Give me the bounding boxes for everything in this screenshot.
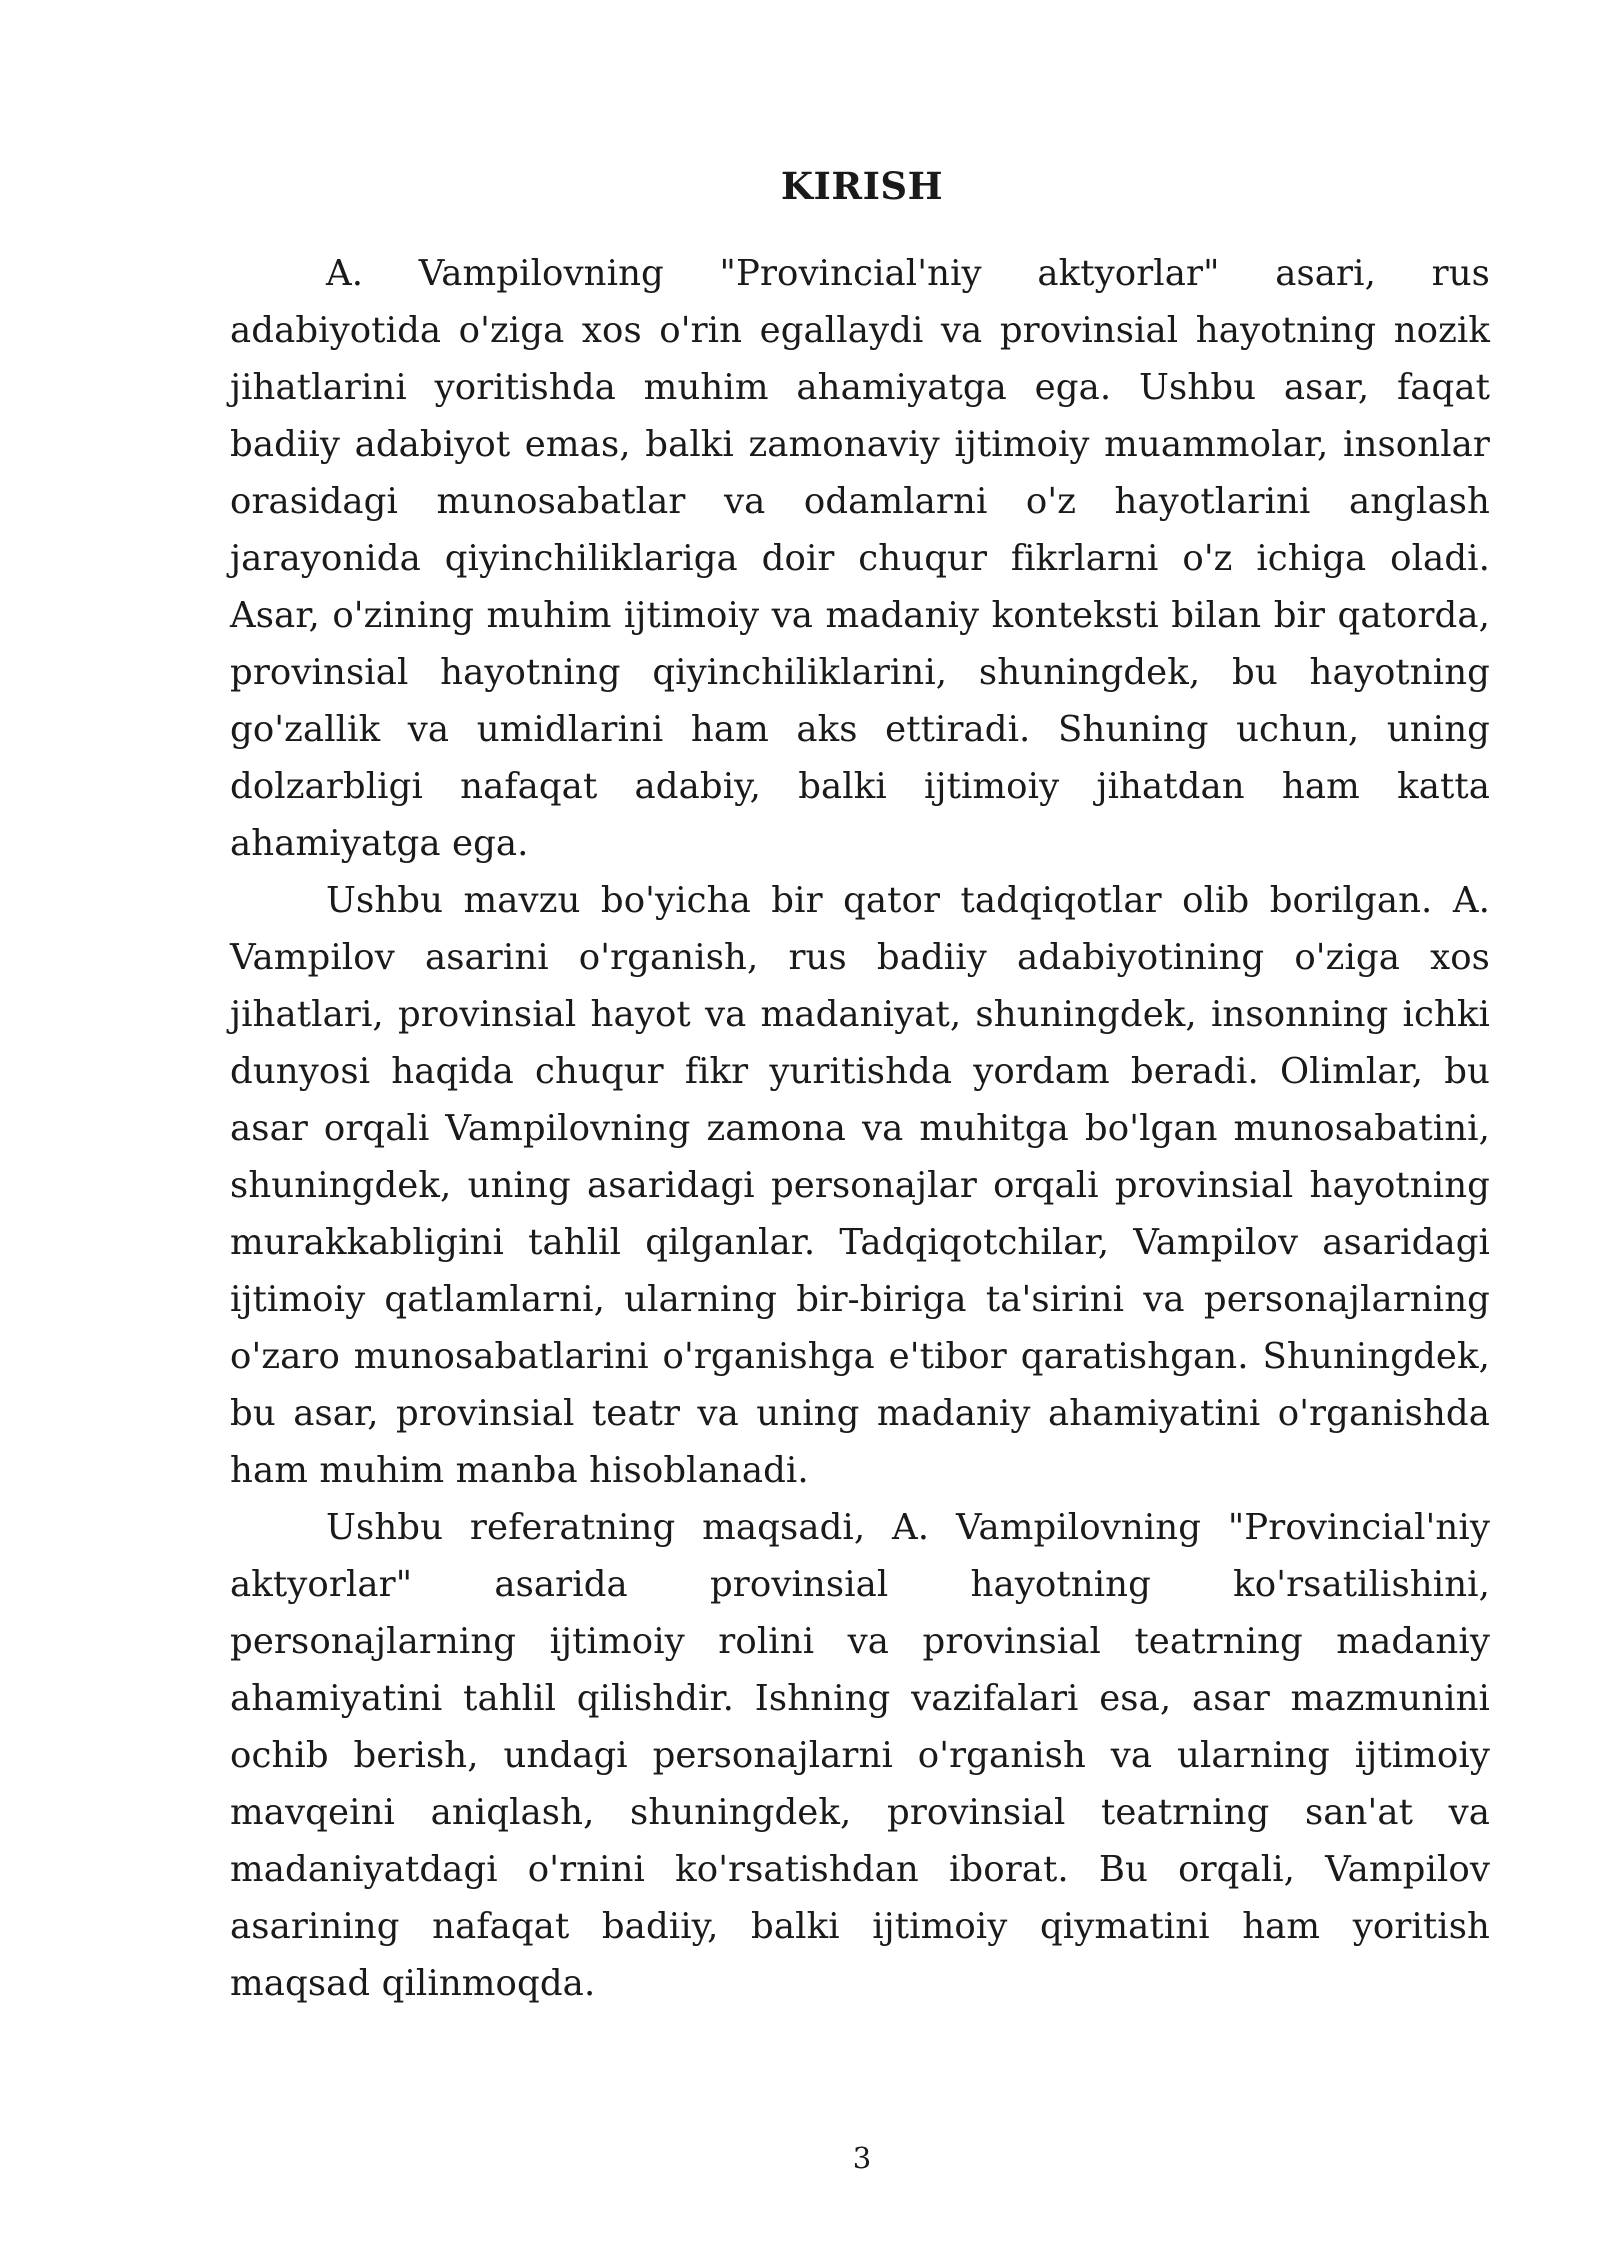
document-body	[230, 245, 1490, 2012]
paragraph-2: Ushbu mavzu bo'yicha bir qator tadqiqotlar olib borilgan. A. Vampilov asarini o'rganish, rus badiiy adabiyotining o'ziga xos jihatlari, provinsial hayot va madaniyat, shuningdek, insonning ichki dunyosi haqida chuqur fikr yuritishda yordam beradi. Olimlar, bu asar orqali Vampilovning zamona va muhitga bo'lgan munosabatini, shuningdek, uning asaridagi personajlar orqali provinsial hayotning murakkabligini tahlil qilganlar. Tadqiqotchilar, Vampilov asaridagi ijtimoiy qatlamlarni, ularning bir-biriga ta'sirini va personajlarning o'zaro munosabatlarini o'rganishga e'tibor qaratishgan. Shuningdek, bu asar, provinsial teatr va uning madaniy ahamiyatini o'rganishda ham muhim manba hisoblanadi.	[230, 880, 1490, 1491]
paragraph-3: Ushbu referatning maqsadi, A. Vampilovning "Provincial'niy aktyorlar" asarida provinsial hayotning ko'rsatilishini, personajlarning ijtimoiy rolini va provinsial teatrning madaniy ahamiyatini tahlil qilishdir. Ishning vazifalari esa, asar mazmunini ochib berish, undagi personajlarni o'rganish va ularning ijtimoiy mavqeini aniqlash, shuningdek, provinsial teatrning san'at va madaniyatdagi o'rnini ko'rsatishdan iborat. Bu orqali, Vampilov asarining nafaqat badiiy, balki ijtimoiy qiymatini ham yoritish maqsad qilinmoqda.	[230, 1507, 1490, 2004]
page-number: 3	[852, 2141, 872, 2175]
paragraph-1: A. Vampilovning "Provincial'niy aktyorlar" asari, rus adabiyotida o'ziga xos o'rin egallaydi va provinsial hayotning nozik jihatlarini yoritishda muhim ahamiyatga ega. Ushbu asar, faqat badiiy adabiyot emas, balki zamonaviy ijtimoiy muammolar, insonlar orasidagi munosabatlar va odamlarni o'z hayotlarini anglash jarayonida qiyinchiliklariga doir chuqur fikrlarni o'z ichiga oladi. Asar, o'zining muhim ijtimoiy va madaniy konteksti bilan bir qatorda, provinsial hayotning qiyinchiliklarini, shuningdek, bu hayotning go'zallik va umidlarini ham aks ettiradi. Shuning uchun, uning dolzarbligi nafaqat adabiy, balki ijtimoiy jihatdan ham katta ahamiyatga ega.	[230, 253, 1490, 864]
section-title: KIRISH	[780, 164, 944, 208]
